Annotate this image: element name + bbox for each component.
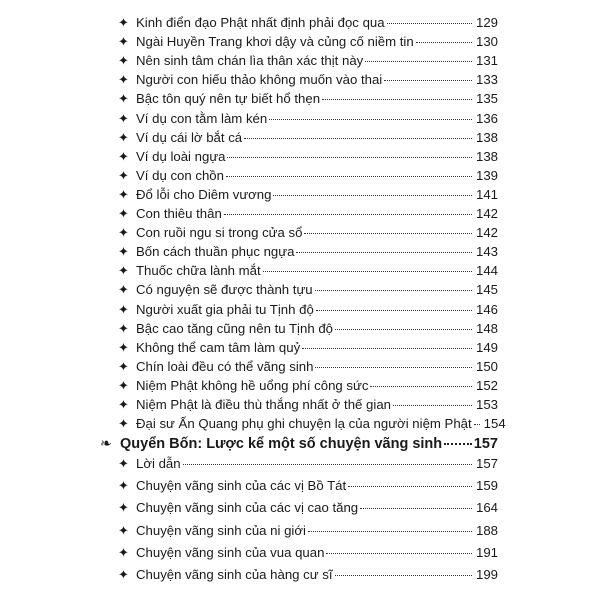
toc-entry [118,14,498,32]
dot-leader [326,552,472,554]
entry-title: Con ruồi ngu si trong cửa sổ [136,225,303,240]
dot-leader [183,463,472,465]
toc-entry [118,415,506,433]
entry-title: Ví dụ loài ngựa [136,149,226,164]
star-bullet-icon: ✦ [118,456,129,471]
dot-leader [365,60,472,62]
dot-leader [263,270,472,272]
dot-leader [244,137,472,139]
toc-entry [118,262,498,280]
page-number: 157 [473,436,498,452]
page-number: 143 [475,244,498,259]
toc-entry [118,52,498,70]
entry-title: Con thiêu thân [136,206,222,221]
page-number: 199 [475,567,498,582]
star-bullet-icon: ✦ [118,500,129,515]
dot-leader [273,194,472,196]
toc-entry [118,339,498,357]
toc-entry [118,90,498,108]
star-bullet-icon: ✦ [118,478,129,493]
entry-title: Người con hiếu thảo không muốn vào thai [136,72,383,87]
dot-leader [224,213,472,215]
entry-title: Ví dụ con tằm làm kén [136,111,268,126]
section-title: Quyển Bốn: Lược kể một số chuyện vãng sinh [120,436,443,452]
toc-entry [118,71,498,89]
dot-leader [474,423,480,425]
page-number: 142 [475,225,498,240]
star-bullet-icon: ✦ [118,187,129,202]
dot-leader [308,530,472,532]
toc-entry [118,33,498,51]
entry-title: Ví dụ con chồn [136,168,224,183]
star-bullet-icon: ✦ [118,567,129,582]
toc-entry [118,396,498,414]
toc-entry [118,243,498,261]
entry-title: Bậc tôn quý nên tự biết hổ thẹn [136,91,321,106]
entry-title: Không thể cam tâm làm quỷ [136,340,301,355]
page-number: 129 [475,15,498,30]
page-number: 130 [475,34,498,49]
star-bullet-icon: ✦ [118,359,129,374]
toc-entry [118,499,498,517]
page-number: 191 [475,545,498,560]
entry-title: Chuyện vãng sinh của hàng cư sĩ [136,567,333,582]
page-number: 136 [475,111,498,126]
toc-entry [118,129,498,147]
toc-entry [118,301,498,319]
entry-title: Đại sư Ấn Quang phụ ghi chuyện lạ của người niệm Phật [136,416,472,431]
entry-title: Ví dụ cái lờ bắt cá [136,130,243,145]
star-bullet-icon: ✦ [118,397,129,412]
entry-title: Chuyện vãng sinh của ni giới [136,523,306,538]
toc-entry [118,477,498,495]
page-number: 144 [475,263,498,278]
page-number: 152 [475,378,498,393]
toc-entry [118,281,498,299]
entry-title: Lời dẫn [136,456,181,471]
page-number: 146 [475,302,498,317]
dot-leader [315,366,472,368]
star-bullet-icon: ✦ [118,111,129,126]
toc-entry [118,377,498,395]
dot-leader [370,385,472,387]
dot-leader [335,574,472,576]
dot-leader [227,156,472,158]
entry-title: Niệm Phật không hề uổng phí công sức [136,378,369,393]
page-number: 188 [475,523,498,538]
toc-entry [118,522,498,540]
page-number: 150 [475,359,498,374]
entry-title: Có nguyện sẽ được thành tựu [136,282,313,297]
entry-title: Đổ lỗi cho Diêm vương [136,187,272,202]
toc-entry [118,455,498,473]
page-number: 138 [475,130,498,145]
entry-title: Chín loài đều có thể vãng sinh [136,359,314,374]
star-bullet-icon: ✦ [118,302,129,317]
toc-entry [118,566,498,584]
page-number: 154 [483,416,506,431]
star-bullet-icon: ✦ [118,168,129,183]
dot-leader [387,22,472,24]
star-bullet-icon: ✦ [118,523,129,538]
star-bullet-icon: ✦ [118,378,129,393]
star-bullet-icon: ✦ [118,206,129,221]
dot-leader [384,79,472,81]
dot-leader [335,328,472,330]
dot-leader [296,251,472,253]
dot-leader [316,309,472,311]
entry-title: Nên sinh tâm chán lìa thân xác thịt này [136,53,364,68]
entry-title: Người xuất gia phải tu Tịnh độ [136,302,314,317]
toc-entry [118,110,498,128]
fleuron-icon: ❧ [100,435,112,451]
toc-entry [118,148,498,166]
toc-entry [118,544,498,562]
entry-title: Bậc cao tăng cũng nên tu Tịnh độ [136,321,333,336]
entry-title: Thuốc chữa lành mắt [136,263,261,278]
page-number: 131 [475,53,498,68]
toc-entry [118,186,498,204]
dot-leader [416,41,472,43]
star-bullet-icon: ✦ [118,149,129,164]
star-bullet-icon: ✦ [118,225,129,240]
entry-title: Ngài Huyền Trang khơi dậy và củng cố niềm tin [136,34,414,49]
star-bullet-icon: ✦ [118,91,129,106]
page-number: 135 [475,91,498,106]
star-bullet-icon: ✦ [118,130,129,145]
entry-title: Bốn cách thuần phục ngựa [136,244,295,259]
page-number: 139 [475,168,498,183]
dot-leader [322,98,472,100]
toc-entry [118,358,498,376]
star-bullet-icon: ✦ [118,545,129,560]
star-bullet-icon: ✦ [118,321,129,336]
section-heading [100,432,498,454]
entry-title: Chuyện vãng sinh của các vị cao tăng [136,500,359,515]
star-bullet-icon: ✦ [118,53,129,68]
toc-entry [118,205,498,223]
dot-leader [302,347,472,349]
entry-title: Kinh điển đạo Phật nhất định phải đọc qua [136,15,385,30]
star-bullet-icon: ✦ [118,15,129,30]
dot-leader [269,118,472,120]
toc-entry [118,224,498,242]
star-bullet-icon: ✦ [118,282,129,297]
page-number: 145 [475,282,498,297]
page-number: 159 [475,478,498,493]
page-number: 133 [475,72,498,87]
entry-title: Niệm Phật là điều thù thắng nhất ở thế gian [136,397,391,412]
star-bullet-icon: ✦ [118,34,129,49]
dot-leader [360,507,472,509]
dot-leader [348,485,472,487]
page-number: 164 [475,500,498,515]
toc-entry [118,320,498,338]
page-number: 157 [475,456,498,471]
dot-leader [315,289,472,291]
dot-leader [304,232,472,234]
toc-entry [118,167,498,185]
entry-title: Chuyện vãng sinh của các vị Bồ Tát [136,478,347,493]
star-bullet-icon: ✦ [118,340,129,355]
page-number: 141 [475,187,498,202]
star-bullet-icon: ✦ [118,416,129,431]
dot-leader [226,175,472,177]
page-number: 153 [475,397,498,412]
star-bullet-icon: ✦ [118,263,129,278]
star-bullet-icon: ✦ [118,244,129,259]
star-bullet-icon: ✦ [118,72,129,87]
entry-title: Chuyện vãng sinh của vua quan [136,545,325,560]
dot-leader [444,442,472,445]
dot-leader [393,404,472,406]
page-number: 148 [475,321,498,336]
page-number: 138 [475,149,498,164]
page-number: 149 [475,340,498,355]
page-number: 142 [475,206,498,221]
